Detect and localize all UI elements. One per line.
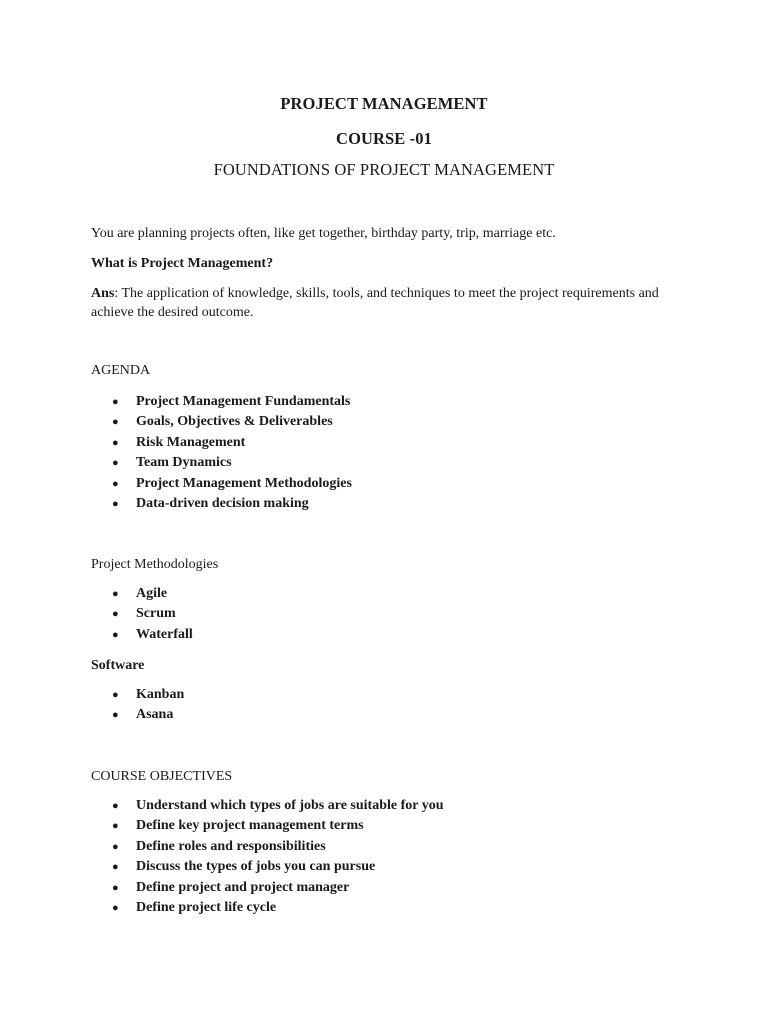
- software-list: [0, 685, 184, 726]
- list-item-text: Team Dynamics: [136, 455, 232, 471]
- list-item-text: Waterfall: [136, 626, 193, 642]
- intro-paragraph: You are planning projects often, like get together, birthday party, trip, marriage etc.: [91, 226, 556, 241]
- course-number: COURSE -01: [336, 129, 432, 148]
- list-item-text: Risk Management: [136, 434, 246, 450]
- list-item-text: Goals, Objectives & Deliverables: [136, 414, 333, 430]
- methodologies-list: [0, 584, 193, 645]
- bullet-icon: ●: [112, 436, 119, 449]
- list-item: [0, 604, 193, 624]
- list-item: [0, 453, 352, 473]
- answer-label: Ans: [91, 286, 115, 301]
- list-item-text: Discuss the types of jobs you can pursue: [136, 859, 376, 875]
- bullet-icon: ●: [112, 457, 119, 470]
- bullet-icon: ●: [112, 861, 119, 874]
- bullet-icon: ●: [112, 840, 119, 853]
- agenda-heading: AGENDA: [91, 363, 151, 378]
- list-item-text: Project Management Methodologies: [136, 475, 352, 491]
- bullet-icon: ●: [112, 396, 119, 408]
- bullet-icon: ●: [112, 628, 119, 641]
- bullet-icon: ●: [112, 709, 119, 722]
- list-item: [0, 625, 193, 645]
- list-item-text: Define project and project manager: [136, 879, 350, 895]
- list-item: [0, 837, 444, 857]
- list-item-text: Agile: [136, 586, 168, 601]
- list-item-text: Scrum: [136, 606, 176, 622]
- list-item: [0, 857, 444, 877]
- question-heading: What is Project Management?: [91, 256, 274, 271]
- agenda-list: [0, 392, 352, 514]
- list-item: [0, 433, 352, 453]
- list-item: [0, 474, 352, 494]
- bullet-icon: ●: [112, 497, 119, 510]
- bullet-icon: ●: [112, 608, 119, 621]
- answer-text: : The application of knowledge, skills, tools, and techniques to meet the project requirements and achieve the desired outcome.: [91, 286, 659, 320]
- bullet-icon: ●: [112, 477, 119, 490]
- course-subtitle: FOUNDATIONS OF PROJECT MANAGEMENT: [213, 160, 555, 179]
- list-item: [0, 494, 352, 514]
- document-title: PROJECT MANAGEMENT: [280, 94, 488, 113]
- list-item-text: Asana: [136, 707, 174, 723]
- bullet-icon: ●: [112, 800, 119, 812]
- list-item: [0, 705, 184, 725]
- objectives-list: [0, 796, 444, 918]
- bullet-icon: ●: [112, 416, 119, 429]
- list-item: [0, 796, 444, 816]
- list-item: [0, 392, 352, 412]
- methodologies-heading: Project Methodologies: [91, 557, 219, 572]
- bullet-icon: ●: [112, 689, 119, 701]
- list-item: [0, 878, 444, 898]
- bullet-icon: ●: [112, 881, 119, 894]
- list-item-text: Define roles and responsibilities: [136, 838, 326, 854]
- list-item-text: Define project life cycle: [136, 899, 277, 915]
- list-item: [0, 412, 352, 432]
- answer-paragraph: [91, 284, 691, 322]
- list-item: [0, 898, 444, 918]
- list-item-text: Define key project management terms: [136, 818, 364, 834]
- list-item: [0, 685, 184, 705]
- bullet-icon: ●: [112, 901, 119, 914]
- list-item-text: Understand which types of jobs are suitable for you: [136, 798, 444, 813]
- list-item-text: Kanban: [136, 687, 185, 702]
- bullet-icon: ●: [112, 588, 119, 600]
- list-item-text: Data-driven decision making: [136, 495, 309, 511]
- software-heading: Software: [91, 658, 145, 673]
- objectives-heading: COURSE OBJECTIVES: [91, 769, 233, 784]
- list-item: [0, 584, 193, 604]
- list-item: [0, 816, 444, 836]
- list-item-text: Project Management Fundamentals: [136, 394, 351, 409]
- bullet-icon: ●: [112, 820, 119, 833]
